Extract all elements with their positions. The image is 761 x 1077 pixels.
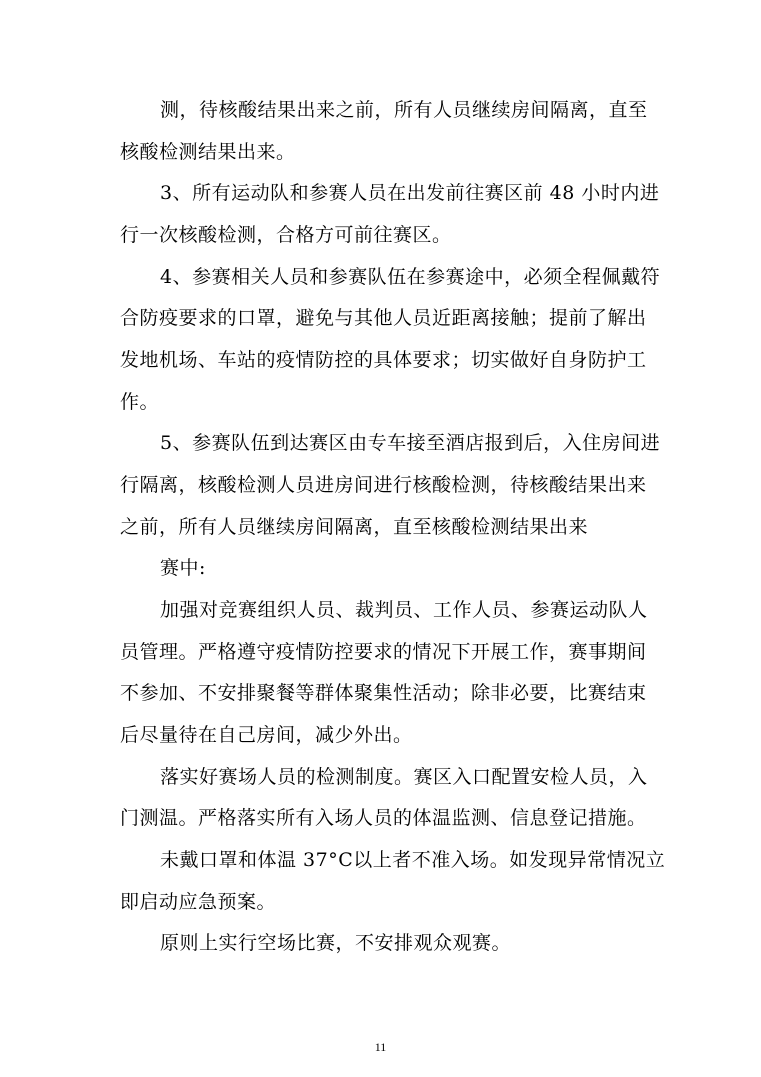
paragraph-text: 后尽量待在自己房间，减少外出。 (120, 724, 413, 746)
paragraph-text: 不参加、不安排聚餐等群体聚集性活动；除非必要，比赛结束 (120, 682, 647, 704)
paragraph-text: 测，待核酸结果出来之前，所有人员继续房间隔离，直至 (160, 99, 648, 121)
paragraph-text: 落实好赛场人员的检测制度。赛区入口配置安检人员，入 (160, 766, 648, 788)
paragraph-text: 员管理。严格遵守疫情防控要求的情况下开展工作，赛事期间 (120, 641, 647, 663)
section-heading: 赛中: (160, 557, 206, 579)
paragraph-text: 作。 (120, 391, 160, 413)
paragraph-text: 之前，所有人员继续房间隔离，直至核酸检测结果出来 (120, 516, 589, 538)
paragraph-text: 加强对竞赛组织人员、裁判员、工作人员、参赛运动队人 (160, 599, 648, 621)
paragraph-text: 行一次核酸检测，合格方可前往赛区。 (120, 224, 452, 246)
paragraph-text: 5、参赛队伍到达赛区由专车接至酒店报到后，入住房间进 (160, 432, 661, 454)
paragraph-text: 行隔离，核酸检测人员进房间进行核酸检测，待核酸结果出来 (120, 474, 647, 496)
paragraph-text: 门测温。严格落实所有入场人员的体温监测、信息登记措施。 (120, 807, 647, 829)
paragraph-text: 4、参赛相关人员和参赛队伍在参赛途中，必须全程佩戴符 (160, 266, 661, 288)
paragraph-text: 发地机场、车站的疫情防控的具体要求；切实做好自身防护工 (120, 349, 647, 371)
paragraph-text: 未戴口罩和体温 37°C以上者不准入场。如发现异常情况立 (160, 849, 666, 871)
paragraph-text: 原则上实行空场比赛，不安排观众观赛。 (160, 932, 512, 954)
page-number: 11 (374, 1040, 387, 1054)
paragraph-text: 合防疫要求的口罩，避免与其他人员近距离接触；提前了解出 (120, 307, 647, 329)
paragraph-text: 即启动应急预案。 (120, 891, 277, 913)
paragraph-text: 3、所有运动队和参赛人员在出发前往赛区前 48 小时内进 (160, 182, 660, 204)
paragraph-text: 核酸检测结果出来。 (120, 141, 296, 163)
